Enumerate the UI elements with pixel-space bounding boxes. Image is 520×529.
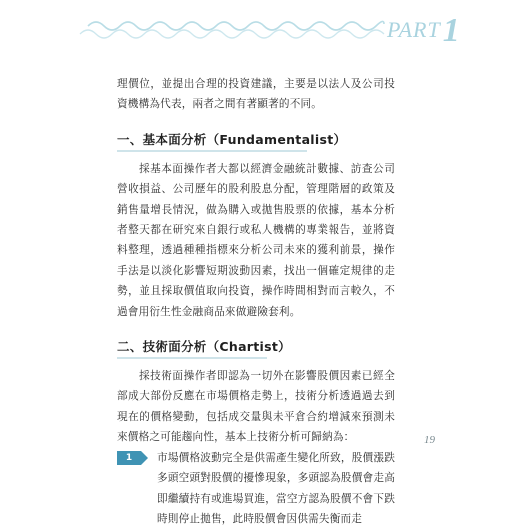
intro-paragraph: 理價位，並提出合理的投資建議，主要是以法人及公司投資機構為代表，兩者之間有著顯著的不同。 (117, 78, 395, 111)
part-number: 1 (442, 12, 461, 49)
page-number: 19 (424, 434, 435, 446)
point-number: 1 (125, 452, 133, 463)
section-heading-fundamental (117, 129, 395, 149)
part-word: PART (387, 17, 441, 42)
section-underline (117, 357, 267, 359)
numbered-point (117, 448, 395, 529)
fundamental-paragraph: 採基本面操作者大都以經濟金融統計數據、訪查公司營收損益、公司歷年的股利股息分配，管理階層的政策及銷售量增長情況，做為購入或拋售股票的依據，基本分析者整天都在研究來自銀行或私人機構的專業報告，並將資料整理，透過種種指標來分析公司未來的獲利前景，操作手法是以淡化影響短期波動因素，找出一個確定規律的走勢，並且採取價值取向投資，操作時間相對而言較久，不過會用衍生性金融商品來做避險套利。 (117, 162, 395, 318)
section-title-technical: 二、技術面分析（Chartist） (117, 339, 291, 355)
section-title-fundamental: 一、基本面分析（Fundamentalist） (117, 131, 347, 147)
technical-paragraph: 採技術面操作者即認為一切外在影響股價因素已經全部成大部份反應在市場價格走勢上，技術分析透過過去到現在的價格變動，包括成交量與未平倉合約增減來預測未來價格之可能趨向性，基本上技術分析可歸納為： (117, 370, 395, 444)
page-content (117, 74, 395, 529)
part-label (387, 8, 461, 49)
point-text: 市場價格波動完全是供需產生變化所致，股價漲跌多頭空頭對股價的擾慘現象，多頭認為股價會走高即繼續持有或進場買進，當空方認為股價不會下跌時則停止拋售，此時股價會因供需失衡而走 (157, 451, 395, 525)
section-heading-technical (117, 336, 395, 356)
point-number-badge (117, 451, 149, 465)
section-underline (117, 150, 307, 152)
